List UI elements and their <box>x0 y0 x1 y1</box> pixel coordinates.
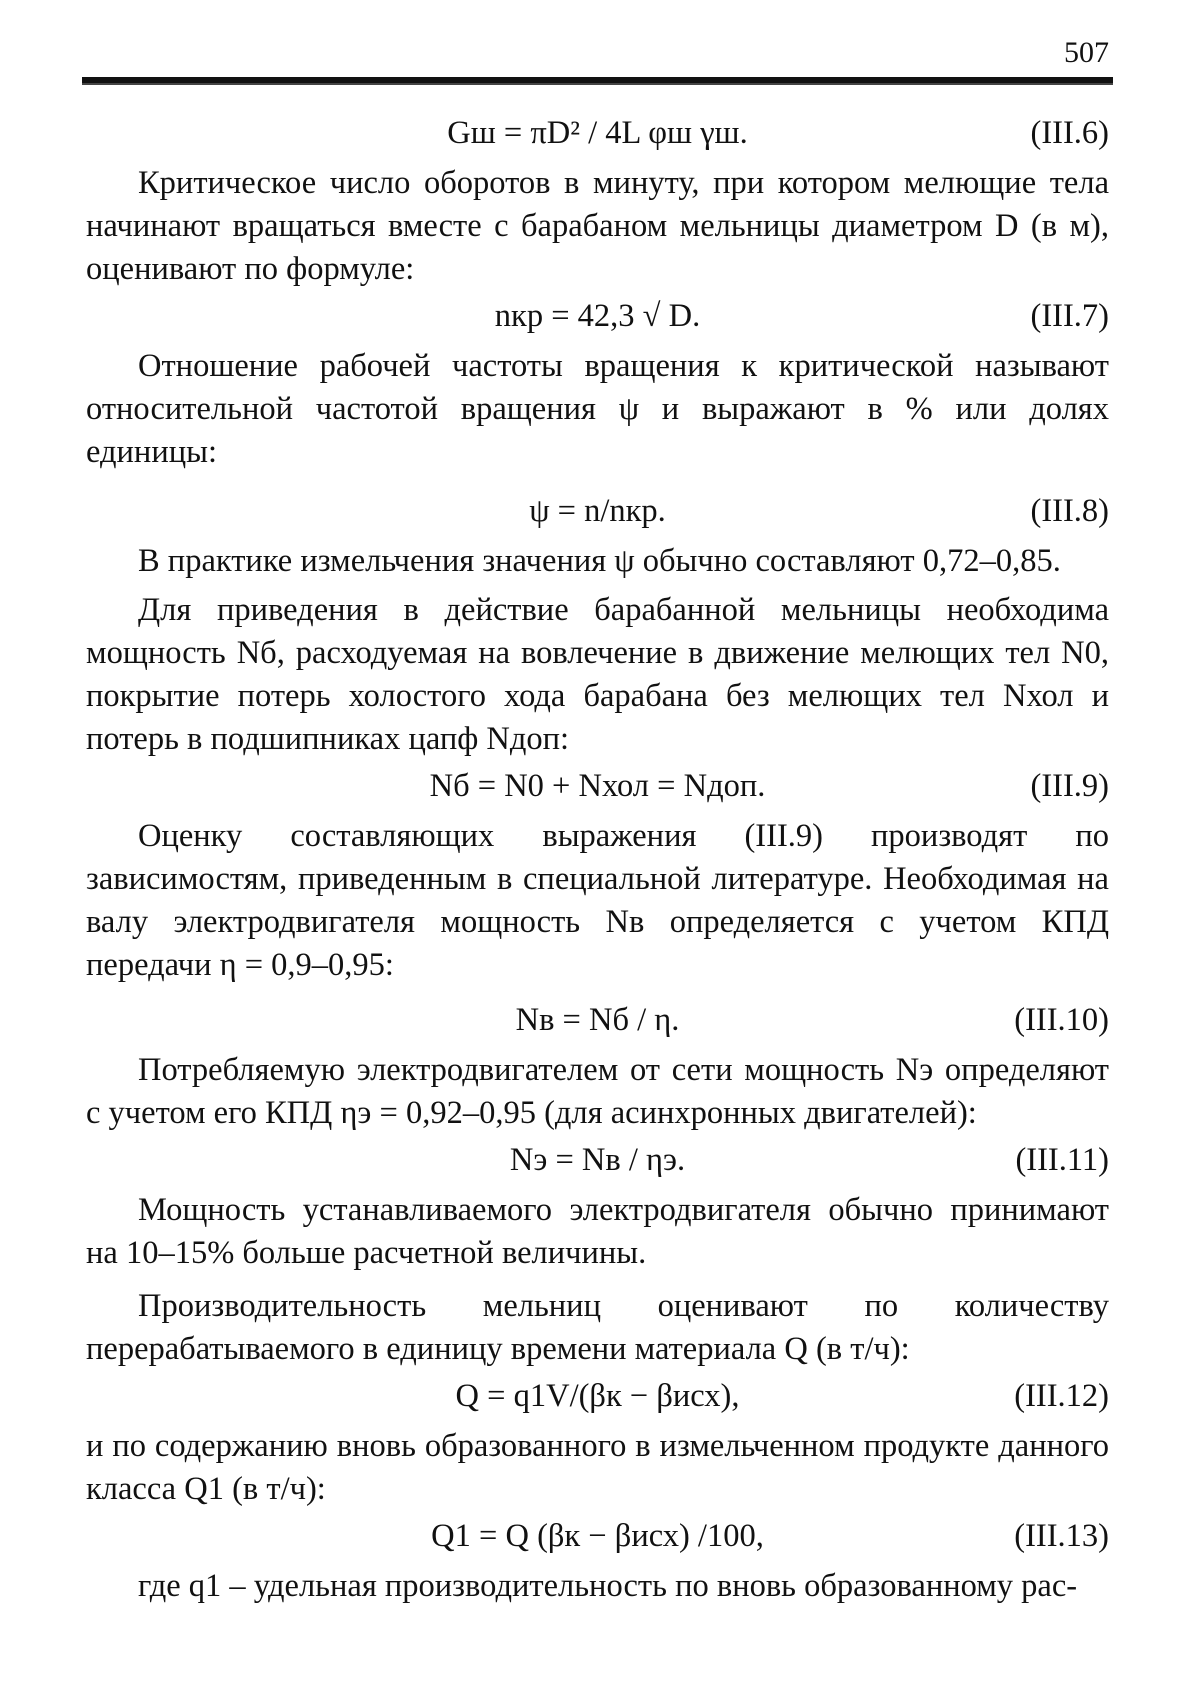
page-content <box>86 108 1109 1608</box>
paragraph: где q1 – удельная производительность по вновь образованному рас- <box>138 1568 1078 1604</box>
equation-number: (III.13) <box>1014 1518 1109 1554</box>
formula-III-10 <box>86 997 1109 1047</box>
header-rule <box>82 77 1113 85</box>
paragraph: и по содержанию вновь образованного в измельченном продукте данного класса Q1 (в т/ч): <box>86 1428 1109 1507</box>
formula-expression: ψ = n/nкр. <box>529 493 666 529</box>
formula-III-7 <box>86 293 1109 343</box>
equation-number: (III.11) <box>1015 1142 1109 1178</box>
equation-number: (III.12) <box>1014 1378 1109 1414</box>
equation-number: (III.8) <box>1030 493 1109 529</box>
formula-expression: Nв = Nб / η. <box>515 1002 680 1038</box>
paragraph: Производительность мельниц оценивают по количеству перерабатываемого в единицу времени материала Q (в т/ч): <box>86 1288 1109 1367</box>
formula-expression: Q1 = Q (βк − βисх) /100, <box>431 1518 764 1554</box>
equation-number: (III.7) <box>1030 298 1109 334</box>
paragraph: Потребляемую электродвигателем от сети мощность Nэ определяют с учетом его КПД ηэ = 0,92–0,95 (для асинхронных двигателей): <box>86 1052 1109 1131</box>
formula-III-13 <box>86 1513 1109 1563</box>
formula-expression: Q = q1V/(βк − βисх), <box>455 1378 740 1414</box>
formula-III-8 <box>86 488 1109 538</box>
formula-expression: Nэ = Nв / ηэ. <box>509 1142 686 1178</box>
equation-number: (III.10) <box>1014 1002 1109 1038</box>
formula-expression: Gш = πD² / 4L φш γш. <box>447 115 748 151</box>
formula-III-9 <box>86 763 1109 813</box>
equation-number: (III.6) <box>1030 115 1109 151</box>
paragraph: Отношение рабочей частоты вращения к критической называют относительной частотой вращения ψ и выражают в % или долях единицы: <box>86 348 1109 470</box>
formula-expression: Nб = N0 + Nхол = Nдоп. <box>429 768 766 804</box>
paragraph: В практике измельчения значения ψ обычно составляют 0,72–0,85. <box>138 543 1061 579</box>
page-number: 507 <box>1064 36 1109 69</box>
paragraph: Критическое число оборотов в минуту, при котором мелющие тела начинают вращаться вместе с барабаном мельницы диаметром D (в м), оценивают по формуле: <box>86 165 1109 287</box>
formula-expression: nкр = 42,3 √ D. <box>494 298 701 334</box>
paragraph: Оценку составляющих выражения (III.9) производят по зависимостям, приведенным в специальной литературе. Необходимая на валу электродвигателя мощность Nв определяется с учетом КПД передачи η = 0,9–0,95: <box>86 818 1109 983</box>
formula-III-12 <box>86 1373 1109 1423</box>
paragraph: Мощность устанавливаемого электродвигателя обычно принимают на 10–15% больше расчетной величины. <box>86 1192 1109 1271</box>
formula-III-11 <box>86 1137 1109 1187</box>
formula-III-6 <box>86 110 1109 160</box>
equation-number: (III.9) <box>1030 768 1109 804</box>
paragraph: Для приведения в действие барабанной мельницы необходима мощность Nб, расходуемая на вовлечение в движение мелющих тел N0, покрытие потерь холостого хода барабана без мелющих тел Nхол и потерь в подшипниках цапф Nдоп: <box>86 592 1109 757</box>
